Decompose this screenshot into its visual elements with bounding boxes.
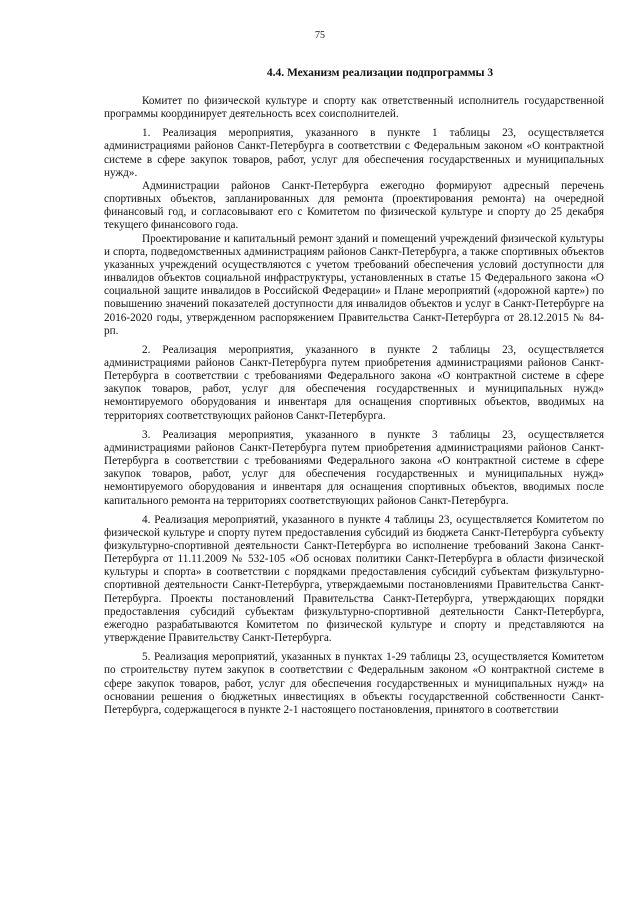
paragraph: Проектирование и капитальный ремонт зданий и помещений учреждений физической культуры и спорта, подведомственных администрациям районов Санкт-Петербурга, а также спортивных объектов указанных учреждений осуществляются с учетом требований обеспечения условий доступности для инвалидов объектов социальной инфраструктуры, установленных в статье 15 Федерального закона «О социальной защите инвалидов в Российской Федерации» и Плане мероприятий («дорожной карте») по повышению значений показателей доступности для инвалидов объектов и услуг в Санкт-Петербурге на 2016-2020 годы, утвержденном распоряжением Правительства Санкт-Петербурга от 28.12.2015 № 84-рп. [104,232,604,337]
paragraph: Комитет по физической культуре и спорту как ответственный исполнитель государственной программы координирует деятельность всех соисполнителей. [104,95,604,121]
page-number: 75 [315,30,325,41]
paragraph: 5. Реализация мероприятий, указанных в пунктах 1-29 таблицы 23, осуществляется Комитетом по строительству путем закупок в соответствии с Федеральным законом «О контрактной системе в сфере закупок товаров, работ, услуг для обеспечения государственных и муниципальных нужд» на основании решения о бюджетных инвестициях в объекты государственной собственности Санкт-Петербурга, содержащегося в пункте 2-1 настоящего постановления, принятого в соответствии [104,651,604,716]
paragraph: 1. Реализация мероприятия, указанного в пункте 1 таблицы 23, осуществляется администрациями районов Санкт-Петербурга в соответствии с Федеральным законом «О контрактной системе в сфере закупок товаров, работ, услуг для обеспечения государственных и муниципальных нужд». [104,127,604,179]
paragraph: 2. Реализация мероприятия, указанного в пункте 2 таблицы 23, осуществляется администрациями районов Санкт-Петербурга путем приобретения администрациями районов Санкт-Петербурга в соответствии с требованиями Федерального закона «О контрактной системе в сфере закупок товаров, работ, услуг для обеспечения государственных и муниципальных нужд» немонтируемого оборудования и инвентаря для оснащения спортивных объектов, вводимых на территориях соответствующих районов Санкт-Петербурга. [104,343,604,422]
paragraph: 3. Реализация мероприятия, указанного в пункте 3 таблицы 23, осуществляется администрациями районов Санкт-Петербурга путем приобретения администрациями районов Санкт-Петербурга в соответствии с требованиями Федерального закона «О контрактной системе в сфере закупок товаров, работ, услуг для обеспечения государственных и муниципальных нужд» немонтируемого оборудования и инвентаря для оснащения спортивных объектов, вводимых после капитального ремонта на территориях соответствующих районов Санкт-Петербурга. [104,428,604,507]
paragraph: Администрации районов Санкт-Петербурга ежегодно формируют адресный перечень спортивных объектов, запланированных для ремонта (проектирования ремонта) на очередной финансовый год, и согласовывают его с Комитетом по физической культуре и спорту до 25 декабря текущего финансового года. [104,179,604,232]
section-heading: 4.4. Механизм реализации подпрограммы 3 [266,67,494,79]
paragraph: 4. Реализация мероприятий, указанного в пункте 4 таблицы 23, осуществляется Комитетом по физической культуре и спорту путем предоставления субсидий из бюджета Санкт-Петербурга субъекту физкультурно-спортивной деятельности Санкт-Петербурга во исполнение требований Закона Санкт-Петербурга от 11.11.2009 № 532-105 «Об основах политики Санкт-Петербурга в области физической культуры и спорта» в соответствии с порядками предоставления субсидий субъектам физкультурно-спортивной деятельности Санкт-Петербурга, утверждаемыми постановлениями Правительства Санкт-Петербурга. Проекты постановлений Правительства Санкт-Петербурга, утверждающих порядки предоставления субсидий субъектам физкультурно-спортивной деятельности Санкт-Петербурга, ежегодно разрабатываются Комитетом по физической культуре и спорту и представляются на утверждение Правительству Санкт-Петербурга. [104,513,604,645]
document-body [104,95,604,717]
